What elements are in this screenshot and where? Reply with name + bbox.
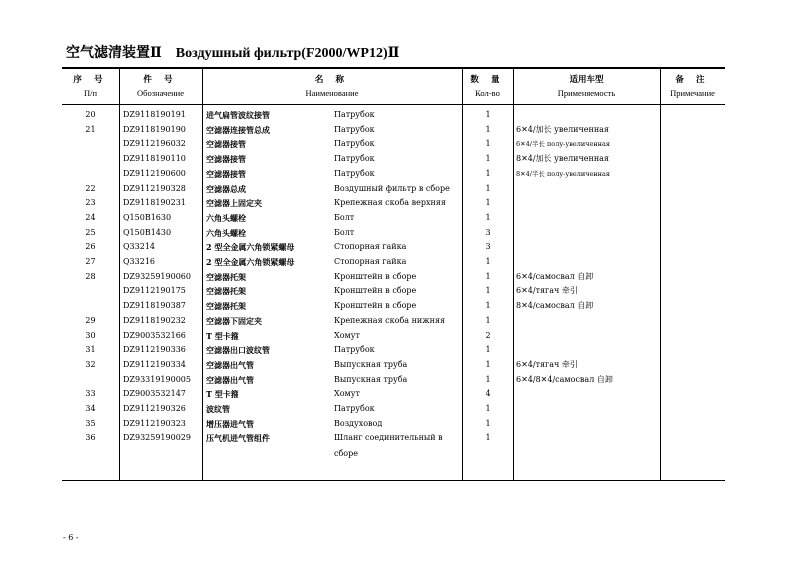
cell-qty: 1 [485, 418, 491, 428]
cell-qty: 1 [485, 315, 491, 325]
cell-cn: 2 型全金属六角锁紧螺母 [206, 242, 295, 253]
cell-cn: 空滤器出口波纹管 [206, 345, 270, 356]
cell-no: 34 [85, 404, 96, 413]
cell-qty: 1 [485, 110, 491, 119]
cell-qty: 1 [485, 198, 491, 208]
cell-ru: Хомут [334, 330, 360, 340]
cell-ru: Крепежная скоба верхняя [334, 198, 446, 208]
cell-cn: 空滤器托架 [206, 286, 246, 297]
row-36-continuation: сборе [334, 449, 358, 458]
cell-ru: Крепежная скоба нижняя [334, 315, 446, 325]
column-divider [119, 68, 120, 480]
header-code: 件 号 Обозначение [137, 74, 184, 98]
cell-qty: 1 [485, 168, 491, 178]
cell-no: 27 [85, 257, 96, 266]
cell-code: DZ93259190029 [123, 433, 191, 443]
cell-cn: 空滤器出气管 [206, 359, 254, 370]
cell-code: DZ9003532147 [123, 389, 186, 399]
cell-cn: T 型卡箍 [206, 389, 239, 400]
cell-cn: 空滤器接管 [206, 139, 246, 150]
cell-ru: Патрубок [334, 110, 375, 119]
cell-no: 33 [85, 389, 96, 399]
cell-ru: Патрубок [334, 345, 375, 355]
cell-ru: Воздушный фильтр в сборе [334, 183, 450, 193]
cell-qty: 1 [485, 124, 491, 134]
cell-app: 6✕4/самосвал 自卸 [516, 271, 594, 281]
cell-ru: Болт [334, 227, 355, 237]
cell-code: DZ93259190060 [123, 271, 191, 281]
cell-qty: 1 [485, 359, 491, 369]
cell-qty: 1 [485, 139, 491, 149]
cell-ru: Кронштейн в сборе [334, 271, 417, 281]
cell-code: DZ9112190328 [123, 183, 186, 193]
cell-ru: Стопорная гайка [334, 242, 407, 252]
cell-no: 24 [85, 212, 96, 222]
cell-qty: 1 [485, 183, 491, 193]
cell-qty: 1 [485, 286, 491, 296]
cell-cn: 六角头螺栓 [206, 227, 246, 238]
cell-code: DZ9112190600 [123, 168, 186, 178]
cell-no: 25 [85, 227, 96, 237]
cell-no: 23 [85, 198, 96, 208]
cell-cn: 空滤器连接管总成 [206, 124, 270, 135]
cell-qty: 1 [485, 257, 491, 266]
cell-qty: 1 [485, 212, 491, 222]
cell-code: DZ9112190334 [123, 359, 186, 369]
cell-cn: 六角头螺栓 [206, 212, 246, 223]
cell-no: 35 [85, 418, 96, 428]
cell-qty: 3 [485, 227, 491, 237]
page-title: 空气滤清装置Ⅱ Воздушный фильтр(F2000/WP12)Ⅱ [66, 46, 400, 61]
cell-no: 28 [85, 271, 96, 281]
cell-qty: 1 [485, 404, 491, 413]
cell-code: DZ9118190110 [123, 154, 186, 164]
cell-code: DZ9112190323 [123, 418, 186, 428]
cell-ru: Патрубок [334, 139, 375, 149]
page-number: - 6 - [63, 533, 79, 542]
cell-ru: Воздуховод [334, 418, 383, 428]
cell-ru: Шланг соединительный в [334, 433, 443, 443]
cell-cn: 空滤器托架 [206, 301, 246, 312]
cell-code: Q150B1430 [123, 227, 172, 237]
cell-code: DZ9112196032 [123, 139, 186, 149]
cell-code: Q33216 [123, 257, 156, 266]
cell-qty: 1 [485, 154, 491, 164]
header-applicability: 适用车型 Применяемость [557, 74, 616, 98]
header-name: 名 称 Наименование [305, 74, 359, 98]
header-note: 备 注 Примечание [670, 74, 715, 98]
cell-code: Q33214 [123, 242, 156, 252]
cell-qty: 4 [485, 389, 491, 399]
cell-app: 6✕4/加长 увеличенная [516, 124, 609, 134]
cell-code: DZ9112190336 [123, 345, 186, 355]
cell-no: 32 [85, 359, 96, 369]
cell-ru: Выпускная труба [334, 374, 408, 384]
cell-cn: 空滤器接管 [206, 168, 246, 179]
cell-cn: 空滤器总成 [206, 183, 246, 194]
cell-no: 31 [85, 345, 96, 355]
cell-app: 6✕4/тягач 牵引 [516, 359, 578, 369]
cell-qty: 1 [485, 433, 491, 443]
cell-ru: Кронштейн в сборе [334, 286, 417, 296]
column-divider [202, 68, 203, 480]
cell-cn: 进气扁管波纹接管 [206, 110, 270, 120]
cell-cn: 空滤器出气管 [206, 374, 254, 385]
cell-code: DZ9003532166 [123, 330, 186, 340]
cell-app: 8✕4/самосвал 自卸 [516, 301, 594, 311]
cell-qty: 2 [485, 330, 491, 340]
cell-no: 26 [85, 242, 96, 252]
cell-code: DZ9118190191 [123, 110, 186, 119]
column-divider [660, 68, 661, 480]
cell-ru: Патрубок [334, 168, 375, 178]
cell-code: DZ9118190231 [123, 198, 186, 208]
cell-cn: 波纹管 [206, 404, 230, 414]
cell-qty: 3 [485, 242, 491, 252]
cell-cn: 空滤器接管 [206, 154, 246, 165]
cell-code: DZ9118190232 [123, 315, 186, 325]
cell-cn: 2 型全金属六角锁紧螺母 [206, 257, 295, 267]
cell-code: DZ93319190005 [123, 374, 191, 384]
cell-ru: Патрубок [334, 154, 375, 164]
cell-app: 6✕4/半长 полу-увеличенная [516, 140, 610, 149]
cell-code: DZ9112190175 [123, 286, 186, 296]
cell-code: DZ9118190190 [123, 124, 186, 134]
cell-no: 21 [85, 124, 96, 134]
cell-code: DZ9112190326 [123, 404, 186, 413]
header-qty: 数 量 Кол-во [470, 74, 505, 98]
cell-ru: Патрубок [334, 404, 375, 413]
cell-app: 8✕4/半长 полу-увеличенная [516, 169, 610, 178]
cell-cn: 压气机进气管组件 [206, 433, 270, 444]
cell-no: 29 [85, 315, 96, 325]
cell-cn: T 型卡箍 [206, 330, 239, 341]
cell-code: Q150B1630 [123, 212, 172, 222]
cell-ru: Патрубок [334, 124, 375, 134]
cell-ru: Стопорная гайка [334, 257, 407, 266]
cell-qty: 1 [485, 374, 491, 384]
cell-cn: 增压器进气管 [206, 418, 254, 429]
cell-qty: 1 [485, 301, 491, 311]
cell-ru: Болт [334, 212, 355, 222]
cell-cn: 空滤器下固定夹 [206, 315, 262, 326]
cell-code: DZ9118190387 [123, 301, 186, 311]
cell-ru: Кронштейн в сборе [334, 301, 417, 311]
cell-no: 36 [85, 433, 96, 443]
header-divider [62, 104, 725, 105]
cell-qty: 1 [485, 345, 491, 355]
cell-ru: Хомут [334, 389, 360, 399]
cell-cn: 空滤器托架 [206, 271, 246, 282]
cell-app: 8✕4/加长 увеличенная [516, 154, 609, 164]
header-no: 序 号 П/п [73, 74, 108, 98]
cell-cn: 空滤器上固定夹 [206, 198, 262, 209]
cell-app: 6✕4/тягач 牵引 [516, 286, 578, 296]
cell-app: 6✕4/8✕4/самосвал 自卸 [516, 374, 613, 384]
cell-no: 22 [85, 183, 96, 193]
cell-qty: 1 [485, 271, 491, 281]
cell-ru: Выпускная труба [334, 359, 408, 369]
cell-no: 20 [85, 110, 96, 119]
cell-no: 30 [85, 330, 96, 340]
